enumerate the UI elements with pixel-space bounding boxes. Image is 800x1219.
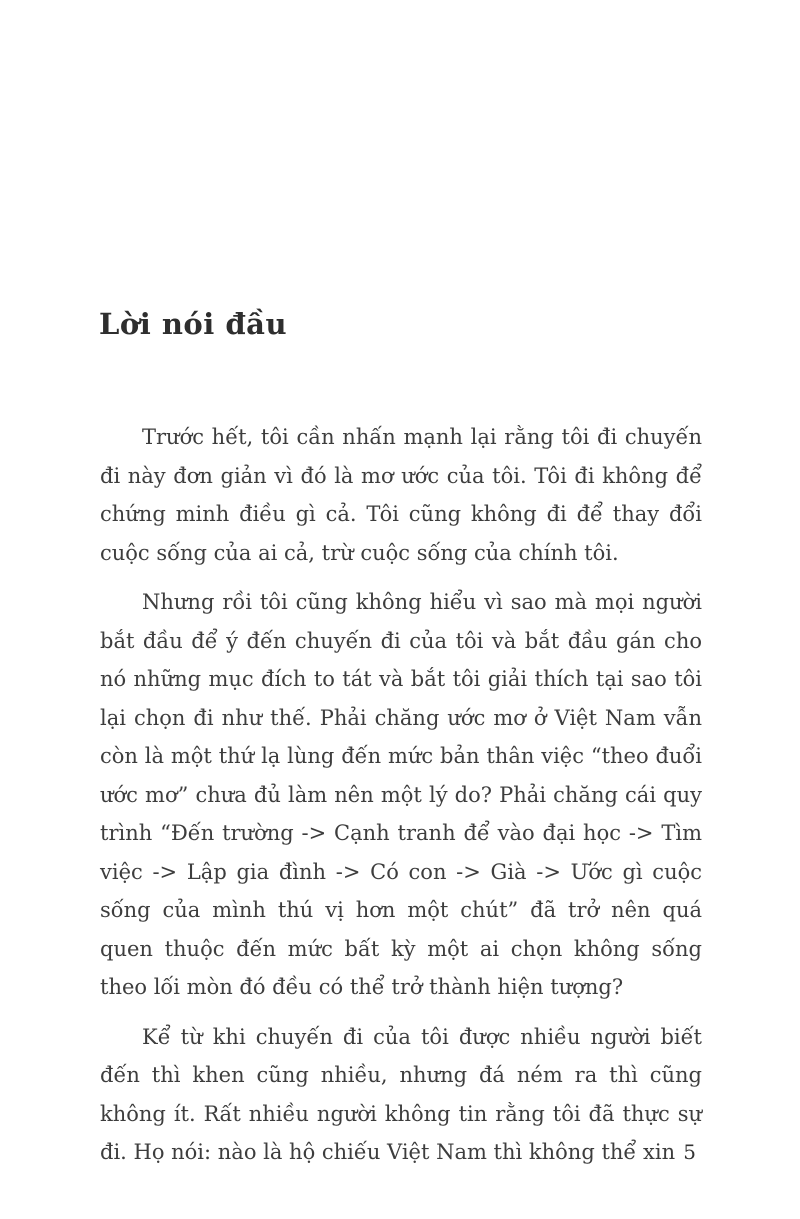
page-number: 5	[683, 1140, 696, 1164]
paragraph: Trước hết, tôi cần nhấn mạnh lại rằng tôi đi chuyến đi này đơn giản vì đó là mơ ước của tôi. Tôi đi không để chứng minh điều gì cả. Tôi cũng không đi để thay đổi cuộc sống của ai cả, trừ cuộc sống của chính tôi.	[100, 425, 702, 565]
paragraph: Kể từ khi chuyến đi của tôi được nhiều người biết đến thì khen cũng nhiều, nhưng đá ném ra thì cũng không ít. Rất nhiều người không tin rằng tôi đã thực sự đi. Họ nói: nào là hộ chiếu Việt Nam thì không thể xin	[100, 1024, 702, 1164]
paragraph: Nhưng rồi tôi cũng không hiểu vì sao mà mọi người bắt đầu để ý đến chuyến đi của tôi và bắt đầu gán cho nó những mục đích to tát và bắt tôi giải thích tại sao tôi lại chọn đi như thế. Phải chăng ước mơ ở Việt Nam vẫn còn là một thứ lạ lùng đến mức bản thân việc “theo đuổi ước mơ” chưa đủ làm nên một lý do? Phải chăng cái quy trình “Đến trường -> Cạnh tranh để vào đại học -> Tìm việc -> Lập gia đình -> Có con -> Già -> Ước gì cuộc sống của mình thú vị hơn một chút” đã trở nên quá quen thuộc đến mức bất kỳ một ai chọn không sống theo lối mòn đó đều có thể trở thành hiện tượng?	[100, 590, 702, 999]
body-text	[100, 418, 702, 1183]
chapter-heading: Lời nói đầu	[99, 307, 288, 342]
